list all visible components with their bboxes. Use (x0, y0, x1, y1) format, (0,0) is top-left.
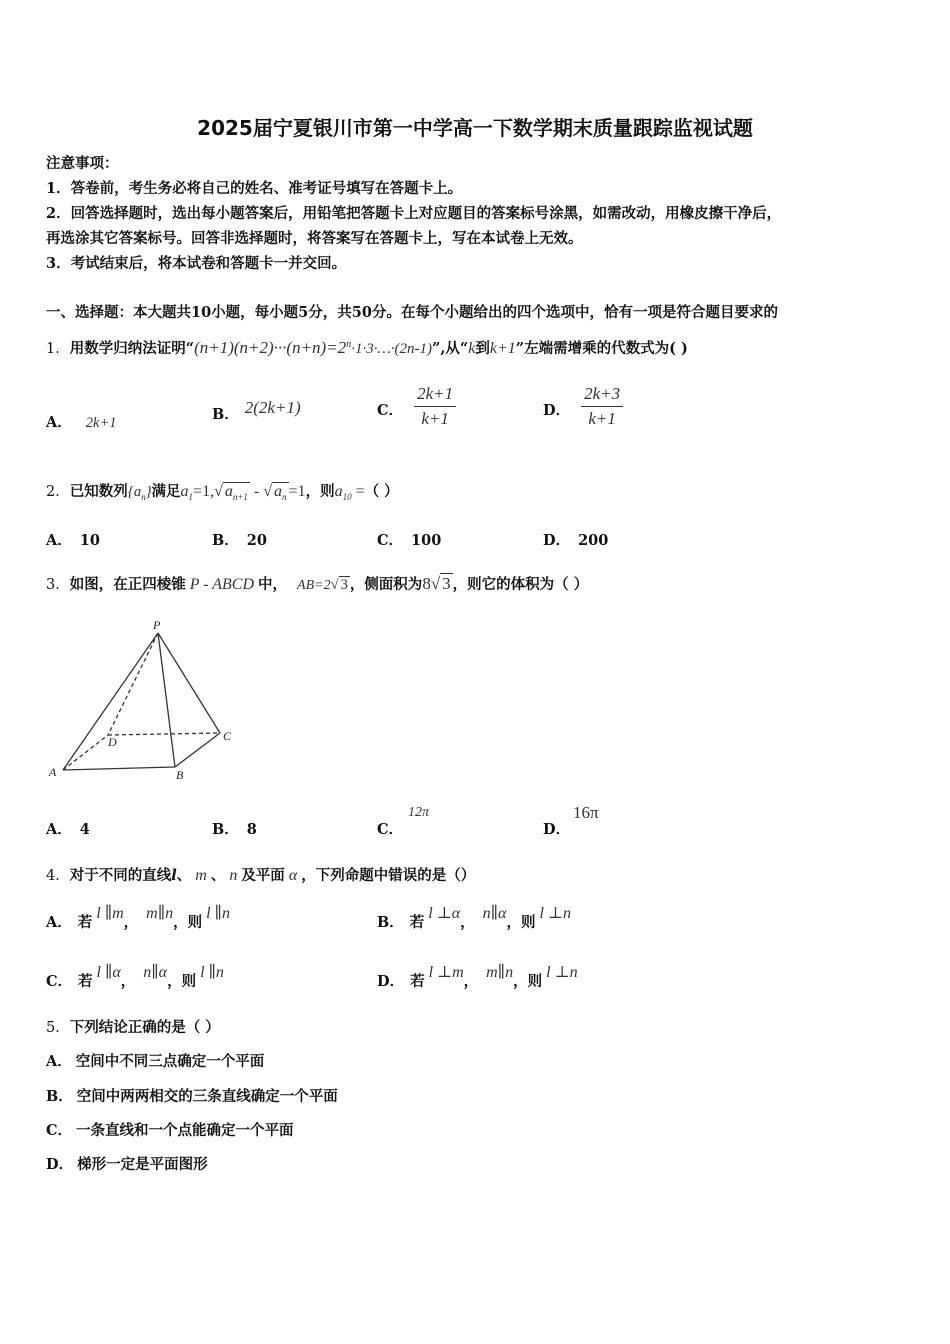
notice-item: 再选涂其它答案标号。回答非选择题时，将答案写在答题卡上，写在本试卷上无效。 (46, 230, 583, 247)
q1-option-d: D． $\frac{2k+3}{k+1}$ (543, 384, 623, 429)
edge-dc-hidden (108, 733, 220, 735)
page-title: 2025届宁夏银川市第一中学高一下数学期末质量跟踪监视试题 (197, 116, 753, 140)
question-number: 1． (46, 341, 70, 357)
q3-option-d: D． (543, 821, 571, 838)
q4-option-c: C． 若l ∥α，n∥α，则l ∥n (46, 964, 224, 990)
question-4: 4．对于不同的直线l、 m 、 n 及平面 α ，下列命题中错误的是（） (46, 867, 476, 884)
notice-item: 1．答卷前，考生务必将自己的姓名、准考证号填写在答题卡上。 (46, 180, 463, 197)
notice-item: 2．回答选择题时，选出每小题答案后，用铅笔把答题卡上对应题目的答案标号涂黑，如需改动，用橡皮擦干净后， (46, 205, 782, 222)
section-heading: 一、选择题：本大题共10小题，每小题5分，共50分。在每个小题给出的四个选项中，恰有一项是符合题目要求的 (46, 304, 778, 321)
question-number: 5． (46, 1020, 70, 1036)
q1-option-c: C． $\frac{2k+1}{k+1}$ (377, 384, 456, 429)
edge-pb (158, 633, 175, 767)
edge-ad-hidden (63, 735, 108, 770)
q2-option-d: D． 200 (543, 532, 609, 549)
vertex-label-a: A (49, 765, 57, 779)
notice-heading: 注意事项： (46, 155, 119, 172)
edge-bc (175, 733, 220, 767)
q5-option-a: A． 空间中不同三点确定一个平面 (46, 1053, 265, 1070)
edge-ab (63, 767, 175, 770)
q5-option-c: C． 一条直线和一个点能确定一个平面 (46, 1122, 294, 1139)
q5-option-b: B． 空间中两两相交的三条直线确定一个平面 (46, 1088, 338, 1105)
question-number: 2． (46, 484, 70, 500)
question-5: 5．下列结论正确的是（ ） (46, 1019, 220, 1036)
q3-option-b: B． 8 (212, 821, 257, 838)
q2-option-b: B． 20 (212, 532, 267, 549)
q3-option-d-value: 16π (573, 803, 599, 822)
question-number: 4． (46, 868, 70, 884)
q2-option-a: A． 10 (46, 532, 100, 549)
q5-option-d: D． 梯形一定是平面图形 (46, 1156, 208, 1173)
edge-pd-hidden (108, 633, 158, 735)
question-3: 3．如图，在正四棱锥 P - ABCD 中， AB=2√ 3 ，侧面积为8√ 3 ，则它的体积为（ ） (46, 574, 589, 593)
question-2: 2．已知数列$\{a_n\}$满足$a_1=1,√$ $a_{n+1}$ - √ $a_n =1$，则$a_{10}$ =（ ） (46, 483, 399, 503)
q4-option-b: B． 若l ⊥α，n∥α，则l ⊥n (377, 905, 571, 931)
notice-item: 3．考试结束后，将本试卷和答题卡一并交回。 (46, 255, 347, 272)
q4-option-a: A． 若l ∥m，m∥n，则l ∥n (46, 905, 230, 931)
q2-option-c: C． 100 (377, 532, 442, 549)
question-number: 3． (46, 577, 70, 593)
q4-option-d: D． 若l ⊥m，m∥n，则l ⊥n (377, 964, 578, 990)
pyramid-figure (40, 615, 250, 790)
vertex-label-d: D (108, 735, 117, 749)
edge-pc (158, 633, 220, 733)
edge-pa (63, 633, 158, 770)
question-1: 1．用数学归纳法证明“$(n+1)(n+2)\cdot\cdot\cdot(n+n)=2^n\cdot 1\cdot 3\cdot\dots\cdot(2n-1)$”,从“k到k+1”左端需增乘的代数式为( ) (46, 338, 688, 357)
q1-option-b: B． 2(2k+1) (212, 398, 301, 423)
vertex-label-c: C (223, 729, 232, 743)
q1-option-a: A． 2k+1 (46, 414, 117, 431)
q1-formula: (n+1)(n+2)···(n+n)=2 (194, 338, 347, 357)
q3-option-a: A． 4 (46, 821, 90, 838)
q3-option-c: C． (377, 821, 404, 838)
vertex-label-b: B (176, 768, 184, 782)
vertex-label-p: P (153, 618, 161, 632)
q3-option-c-value: 12π (408, 805, 430, 820)
